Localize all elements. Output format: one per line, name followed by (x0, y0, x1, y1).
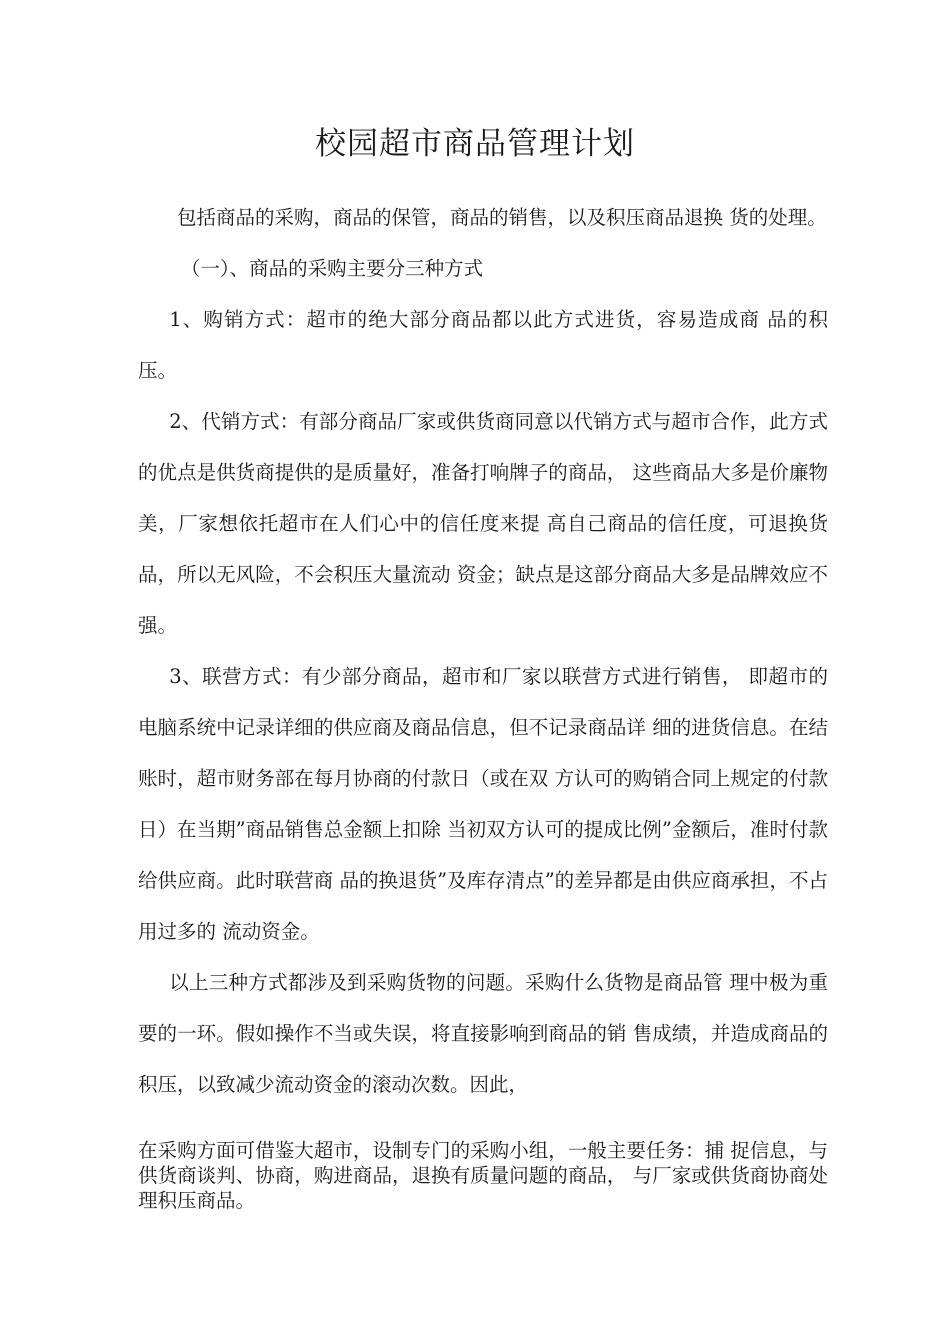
purchase-method-3: 3、联营方式：有少部分商品，超市和厂家以联营方式进行销售， 即超市的电脑系统中记录详细的供应商及商品信息，但不记录商品详 细的进货信息。在结账时，超市财务部在每月协商的付款日（或在双 方认可的购销合同上规定的付款日）在当期”商品销售总金额上扣除 当初双方认可的提成比例”金额后，准时付款给供应商。此时联营商 品的换退货”及库存清点”的差异都是由供应商承担，不占用过多的 流动资金。 (138, 665, 828, 943)
purchase-method-1: 1、购销方式：超市的绝大部分商品都以此方式进货，容易造成商 品的积压。 (138, 308, 828, 382)
document-body (138, 192, 828, 1110)
purchase-method-2: 2、代销方式：有部分商品厂家或供货商同意以代销方式与超市合作，此方式的优点是供货商提供的是质量好，准备打响牌子的商品， 这些商品大多是价廉物美，厂家想依托超市在人们心中的信任度来提 高自己商品的信任度，可退换货品，所以无风险，不会积压大量流动 资金；缺点是这部分商品大多是品牌效应不强。 (138, 410, 828, 637)
intro-paragraph: 包括商品的采购，商品的保管，商品的销售，以及积压商品退换 货的处理。 (177, 206, 827, 229)
tail-paragraph: 在采购方面可借鉴大超市，设制专门的采购小组，一般主要任务：捕 捉信息，与供货商谈判、协商，购进商品，退换有质量问题的商品， 与厂家或供货商协商处理积压商品。 (138, 1139, 828, 1212)
section-heading: （一）、商品的采购主要分三种方式 (180, 257, 484, 280)
summary-paragraph: 以上三种方式都涉及到采购货物的问题。采购什么货物是商品管 理中极为重要的一环。假如操作不当或失误，将直接影响到商品的销 售成绩，并造成商品的积压，以致减少流动资金的滚动次数。因此， (138, 971, 828, 1096)
document-tail (138, 1138, 828, 1213)
document-title: 校园超市商品管理计划 (315, 126, 635, 162)
